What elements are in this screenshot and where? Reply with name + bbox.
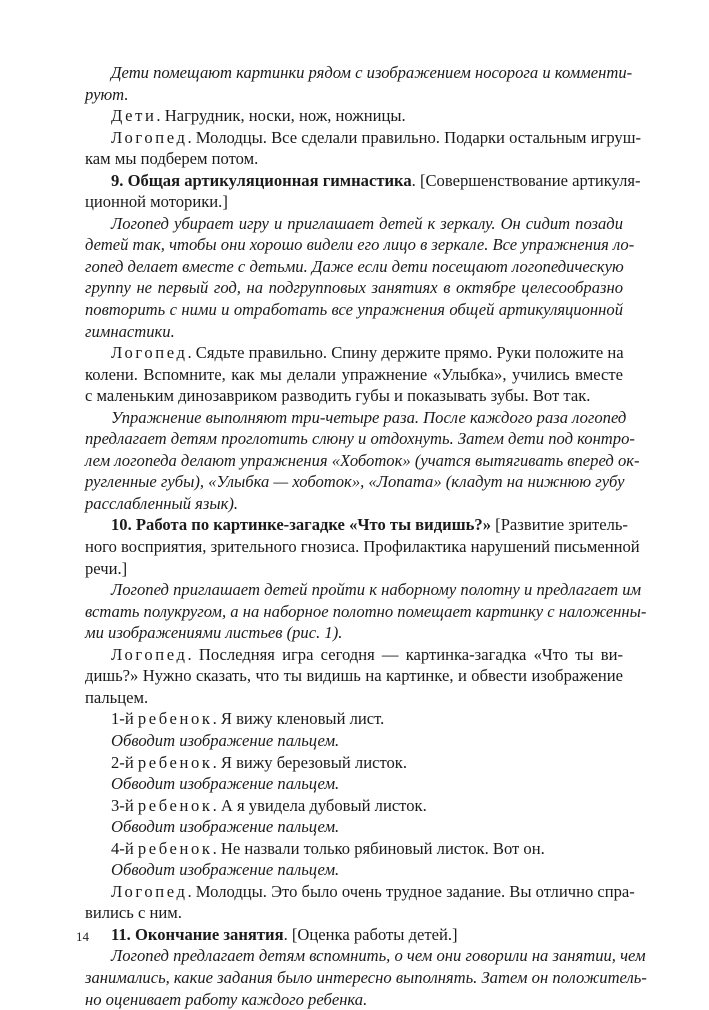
speaker-name: Логопед bbox=[111, 343, 188, 363]
speaker-name: ребенок bbox=[137, 752, 213, 772]
stage-direction bbox=[85, 730, 623, 752]
text-line bbox=[85, 234, 635, 256]
text-line: Дети. Нагрудник, носки, нож, ножницы. bbox=[111, 106, 406, 126]
text-line bbox=[85, 385, 623, 407]
text-line bbox=[85, 989, 623, 1010]
line-text: Обводит изображение пальцем. bbox=[111, 730, 340, 750]
stage-direction bbox=[85, 407, 640, 515]
text-line bbox=[85, 299, 623, 321]
stage-direction bbox=[85, 816, 623, 838]
text-line bbox=[85, 967, 647, 989]
line-text: Логопед предлагает детям вспомнить, о чем они говорили на занятии, чем bbox=[111, 946, 646, 966]
dialogue-line bbox=[85, 752, 623, 774]
page-number: 14 bbox=[76, 929, 89, 944]
speaker-number: 3-й bbox=[111, 795, 138, 815]
line-text: дишь?» Нужно сказать, что ты видишь на картинке, и обвести изображение bbox=[85, 666, 623, 686]
speaker-name: ребенок bbox=[137, 795, 213, 815]
line-text: встать полукругом, а на наборное полотно помещает картинку с наложенны- bbox=[85, 601, 647, 621]
section-heading: 10. Работа по картинке-загадке «Что ты видишь?» bbox=[111, 515, 492, 535]
speaker-name: ребенок bbox=[137, 838, 213, 858]
text-line bbox=[85, 364, 623, 386]
line-text: вились с ним. bbox=[85, 903, 182, 923]
document-page bbox=[85, 62, 647, 1010]
line-text: гимнастики. bbox=[85, 321, 175, 341]
line-text: Я вижу кленовый лист. bbox=[220, 709, 385, 729]
text-line: 1-й ребенок. Я вижу кленовый лист. bbox=[111, 709, 385, 729]
line-text: Обводит изображение пальцем. bbox=[111, 860, 340, 880]
text-line bbox=[85, 514, 628, 536]
speaker-name: Дети bbox=[111, 106, 157, 126]
line-text: пальцем. bbox=[85, 687, 149, 707]
text-line bbox=[85, 579, 642, 601]
text-line: 4-й ребенок. Не назвали только рябиновый листок. Вот он. bbox=[111, 838, 545, 858]
line-text: речи.] bbox=[85, 558, 128, 578]
line-text: группу не первый год, на подгрупповых занятиях в октябре целесообразно bbox=[85, 278, 623, 298]
text-line bbox=[85, 277, 623, 299]
line-text: Логопед убирает игру и приглашает детей к зеркалу. Он сидит позади bbox=[111, 213, 623, 233]
dialogue-line bbox=[85, 795, 623, 817]
line-text: предлагает детям проглотить слюну и отдохнуть. Затем дети под контро- bbox=[85, 429, 635, 449]
stage-direction bbox=[85, 579, 647, 644]
line-text: расслабленный язык). bbox=[85, 493, 239, 513]
text-line bbox=[85, 213, 623, 235]
section-heading: 9. Общая артикуляционная гимнастика bbox=[111, 170, 412, 190]
text-line bbox=[85, 256, 623, 278]
text-line bbox=[85, 170, 641, 192]
line-text: руют. bbox=[85, 84, 129, 104]
text-line bbox=[85, 558, 623, 580]
text-line bbox=[85, 428, 635, 450]
text-line bbox=[85, 493, 623, 515]
speaker-number: 1-й bbox=[111, 709, 138, 729]
line-text: колени. Вспомните, как мы делали упражнение «Улыбка», учились вместе bbox=[85, 364, 623, 384]
line-text: [Развитие зритель- bbox=[491, 515, 628, 535]
line-text: Молодцы. Все сделали правильно. Подарки остальным игруш- bbox=[195, 127, 642, 147]
dialogue-line bbox=[85, 708, 623, 730]
stage-direction bbox=[85, 773, 623, 795]
speaker-name: Логопед bbox=[111, 881, 188, 901]
text-line bbox=[85, 191, 623, 213]
line-text: Обводит изображение пальцем. bbox=[111, 817, 340, 837]
text-line bbox=[85, 148, 623, 170]
line-text: повторить с ними и отработать все упражнения общей артикуляционной bbox=[85, 300, 623, 320]
text-line bbox=[85, 321, 623, 343]
line-text: Нагрудник, носки, нож, ножницы. bbox=[164, 106, 406, 126]
stage-direction bbox=[85, 62, 633, 105]
line-text: ционной моторики.] bbox=[85, 192, 228, 212]
line-text: . [Совершенствование артикуля- bbox=[411, 170, 641, 190]
line-text: ного восприятия, зрительного гнозиса. Профилактика нарушений письменной bbox=[85, 537, 640, 557]
text-line: Логопед. Молодцы. Это было очень трудное задание. Вы отлично спра- bbox=[111, 881, 635, 901]
text-line bbox=[85, 622, 623, 644]
stage-direction bbox=[85, 213, 635, 342]
line-text: Сядьте правильно. Спину держите прямо. Руки положите на bbox=[195, 343, 624, 363]
line-text: . [Оценка работы детей.] bbox=[283, 924, 458, 944]
stage-direction bbox=[85, 859, 623, 881]
line-text: детей так, чтобы они хорошо видели его лицо в зеркале. Все упражнения ло- bbox=[85, 235, 635, 255]
line-text: гопед делает вместе с детьми. Даже если дети посещают логопедическую bbox=[85, 256, 624, 276]
text-line bbox=[85, 536, 640, 558]
section-heading: 11. Окончание занятия bbox=[111, 924, 284, 944]
text-line: 2-й ребенок. Я вижу березовый листок. bbox=[111, 752, 407, 772]
text-line: Логопед. Сядьте правильно. Спину держите прямо. Руки положите на bbox=[111, 343, 624, 363]
text-line bbox=[85, 407, 627, 429]
dialogue-line bbox=[85, 881, 635, 924]
speaker-name: Логопед bbox=[111, 644, 188, 664]
stage-direction bbox=[85, 945, 647, 1010]
line-text: Молодцы. Это было очень трудное задание. Вы отлично спра- bbox=[195, 881, 635, 901]
dialogue-line bbox=[85, 342, 623, 407]
line-text: А я увидела дубовый листок. bbox=[220, 795, 427, 815]
speaker-number: 2-й bbox=[111, 752, 138, 772]
text-line bbox=[85, 902, 623, 924]
section-paragraph bbox=[85, 170, 641, 213]
line-text: Не назвали только рябиновый листок. Вот он. bbox=[220, 838, 545, 858]
text-line bbox=[85, 84, 623, 106]
text-line bbox=[85, 730, 623, 752]
line-text: ругленные губы), «Улыбка — хоботок», «Лопата» (кладут на нижнюю губу bbox=[85, 472, 625, 492]
text-line bbox=[85, 773, 623, 795]
dialogue-line bbox=[85, 838, 623, 860]
line-text: но оценивает работу каждого ребенка. bbox=[85, 989, 368, 1009]
line-text: с маленьким динозавриком разводить губы и показывать зубы. Вот так. bbox=[85, 386, 591, 406]
text-line: Логопед. Последняя игра сегодня — картинка-загадка «Что ты ви- bbox=[111, 644, 624, 664]
line-text: Обводит изображение пальцем. bbox=[111, 774, 340, 794]
text-line bbox=[85, 859, 623, 881]
text-line: Логопед. Молодцы. Все сделали правильно. Подарки остальным игруш- bbox=[111, 127, 642, 147]
line-text: Я вижу березовый листок. bbox=[220, 752, 407, 772]
text-line bbox=[85, 665, 623, 687]
text-line bbox=[85, 450, 640, 472]
dialogue-line bbox=[85, 644, 623, 709]
text-line bbox=[85, 471, 623, 493]
text-line bbox=[85, 687, 623, 709]
line-text: Логопед приглашает детей пройти к наборному полотну и предлагает им bbox=[111, 580, 642, 600]
line-text: занимались, какие задания было интересно выполнять. Затем он положитель- bbox=[85, 967, 647, 987]
speaker-name: Логопед bbox=[111, 127, 188, 147]
line-text: Дети помещают картинки рядом с изображением носорога и комменти- bbox=[111, 63, 633, 82]
text-line bbox=[85, 924, 623, 946]
line-text: лем логопеда делают упражнения «Хоботок» (учатся вытягивать вперед ок- bbox=[85, 450, 640, 470]
line-text: Последняя игра сегодня — картинка-загадка «Что ты ви- bbox=[198, 644, 624, 664]
dialogue-line bbox=[85, 105, 623, 127]
text-line: 3-й ребенок. А я увидела дубовый листок. bbox=[111, 795, 427, 815]
speaker-number: 4-й bbox=[111, 838, 138, 858]
line-text: кам мы подберем потом. bbox=[85, 149, 259, 169]
dialogue-line bbox=[85, 127, 642, 170]
section-paragraph bbox=[85, 924, 623, 946]
text-line bbox=[85, 62, 633, 84]
line-text: ми изображениями листьев (рис. 1). bbox=[85, 623, 343, 643]
text-line bbox=[85, 945, 646, 967]
text-line bbox=[85, 816, 623, 838]
line-text: Упражнение выполняют три-четыре раза. После каждого раза логопед bbox=[111, 407, 627, 427]
speaker-name: ребенок bbox=[137, 709, 213, 729]
section-paragraph bbox=[85, 514, 640, 579]
text-line bbox=[85, 601, 647, 623]
